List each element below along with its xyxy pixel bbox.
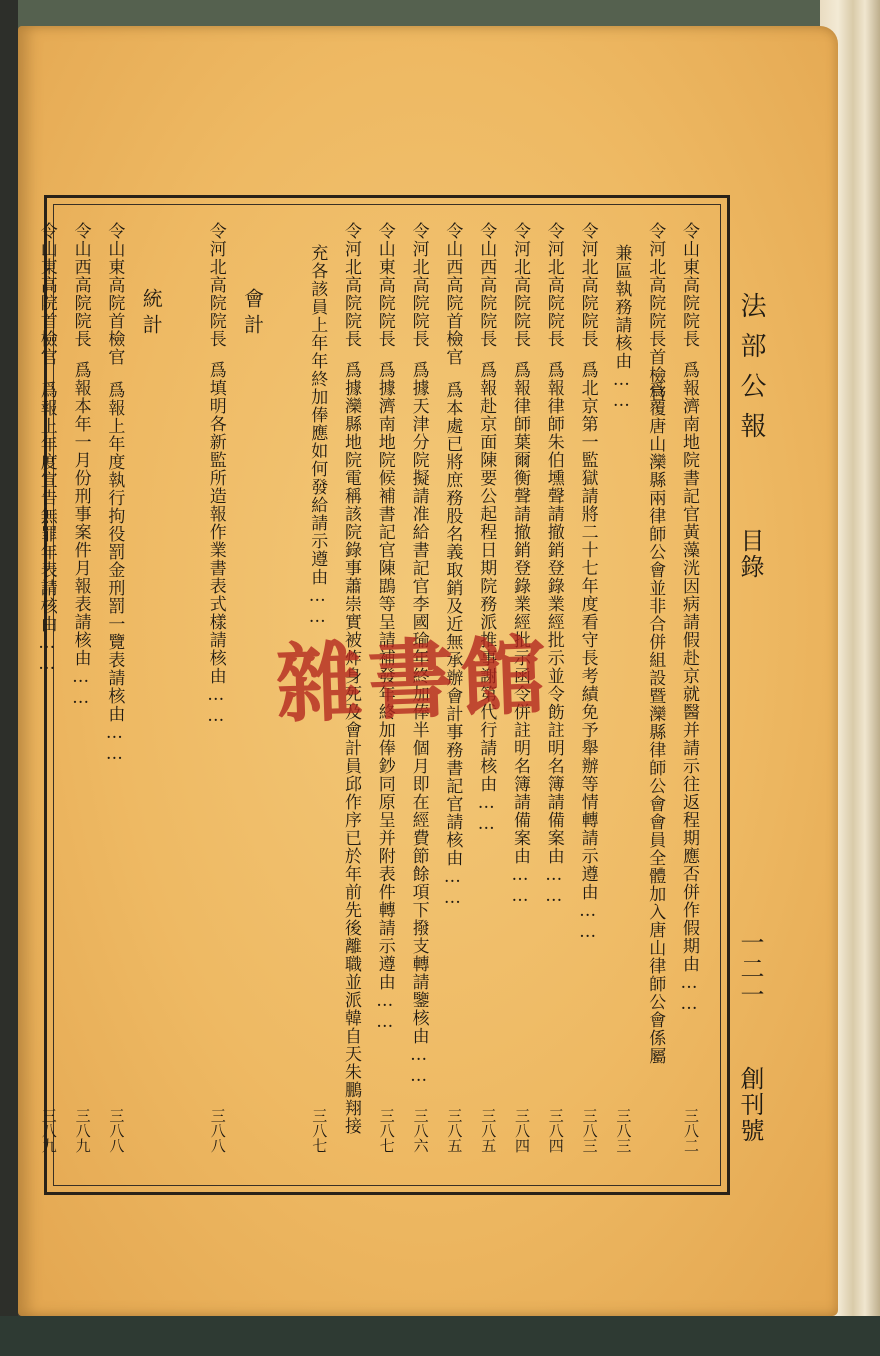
entry-title: 爲報濟南地院書記官黃藻洸因病請假赴京就醫并請示往返程期應否併作假期由…… xyxy=(679,361,699,1015)
entry-title: 爲填明各新監所造報作業書表式樣請核由…… xyxy=(205,361,226,727)
entry-title: 爲覆唐山灤縣兩律師公會並非合併組設暨灤縣律師公會會員全體加入唐山律師公會係屬 xyxy=(645,381,666,1065)
entry-title: 爲報律師葉爾衡聲請撤銷登錄業經批示函令併註明名簿請備案由…… xyxy=(510,361,530,907)
entry-title: 爲報赴京面陳要公起程日期院務派推事謝第代行請核由…… xyxy=(476,361,497,835)
journal-title: 法部公報 xyxy=(736,292,766,452)
entry-recipient: 令山西高院首檢官 xyxy=(442,222,463,366)
issue-label: 創刊號 xyxy=(736,1066,764,1144)
entry-recipient: 令山東高院首檢官 xyxy=(104,222,125,366)
entry-recipient: 令河北高院院長 xyxy=(205,222,226,348)
entry-recipient: 令河北高院院長 xyxy=(341,222,361,348)
entry-title: 爲報律師朱伯壎聲請撤銷登錄業經批示並令飭註明名簿請備案由…… xyxy=(543,361,564,907)
entry-title: 爲報上年度宣告無罪年表請核由…… xyxy=(36,381,57,675)
entry-page-ref: 三八二 xyxy=(682,1108,700,1153)
section-heading: 目錄 xyxy=(736,528,764,580)
entry-recipient: 令河北高院院長 xyxy=(408,222,429,348)
entry-page-ref: 三八八 xyxy=(107,1108,126,1153)
watermark-seal: 雜書館 xyxy=(274,625,554,736)
entry-recipient: 令河北高院院長首檢官 xyxy=(645,222,666,402)
entry-title: 爲報上年度執行拘役罰金刑罰一覽表請核由…… xyxy=(104,381,125,765)
entry-title: 兼區執務請核由…… xyxy=(611,244,632,412)
page-number: 一二一 xyxy=(736,930,764,1008)
entry-recipient: 令山東高院院長 xyxy=(679,222,699,348)
entry-title: 爲北京第一監獄請將二十七年度看守長考績免予舉辦等情轉請示遵由…… xyxy=(577,361,598,943)
entry-recipient: 令山西高院院長 xyxy=(70,222,91,348)
entry-recipient: 令山東高院首檢官 xyxy=(36,222,57,366)
book-spine-shadow xyxy=(0,0,18,1356)
entry-page-ref: 三八八 xyxy=(208,1108,227,1153)
entry-recipient: 令河北高院院長 xyxy=(577,222,598,348)
entry-page-ref: 三八四 xyxy=(546,1108,565,1153)
entry-title: 充各該員上年年終加俸應如何發給請示遵由…… xyxy=(307,244,328,628)
entry-page-ref: 三八四 xyxy=(513,1108,531,1153)
entry-title: 爲據灤縣地院電稱該院錄事蕭崇實被炸身死及會計員邱作序已於年前先後離職並派韓自天朱鵬翔接 xyxy=(341,361,361,1135)
entry-title: 爲本處已將庶務股名義取銷及近無承辦會計事務書記官請核由…… xyxy=(442,381,463,909)
entry-page-ref: 三八七 xyxy=(377,1108,396,1153)
entry-page-ref: 三八九 xyxy=(39,1108,58,1153)
entry-page-ref: 三八五 xyxy=(479,1108,498,1153)
entry-recipient: 令河北高院院長 xyxy=(510,222,530,348)
scan-background-bottom xyxy=(0,1316,880,1356)
entry-page-ref: 三八三 xyxy=(614,1108,633,1153)
entry-title: 爲據天津分院擬請准給書記官李國瑜年終加俸半個月即在經費節餘項下撥支轉請鑒核由…… xyxy=(408,361,429,1087)
entry-title: 爲據濟南地院候補書記官陳鵾等呈請補發年終加俸鈔同原呈并附表件轉請示遵由…… xyxy=(374,361,395,1033)
entry-page-ref: 三八三 xyxy=(580,1108,599,1153)
entry-title: 爲報本年一月份刑事案件月報表請核由…… xyxy=(70,361,91,709)
section-title: 會計 xyxy=(240,288,265,340)
entry-page-ref: 三八九 xyxy=(73,1108,92,1153)
entry-page-ref: 三八五 xyxy=(445,1108,464,1153)
entry-page-ref: 三八七 xyxy=(310,1108,329,1153)
entry-recipient: 令河北高院院長 xyxy=(543,222,564,348)
entry-page-ref: 三八六 xyxy=(411,1108,430,1153)
section-title: 統計 xyxy=(139,288,164,340)
entry-recipient: 令山西高院院長 xyxy=(476,222,497,348)
entry-recipient: 令山東高院院長 xyxy=(374,222,395,348)
